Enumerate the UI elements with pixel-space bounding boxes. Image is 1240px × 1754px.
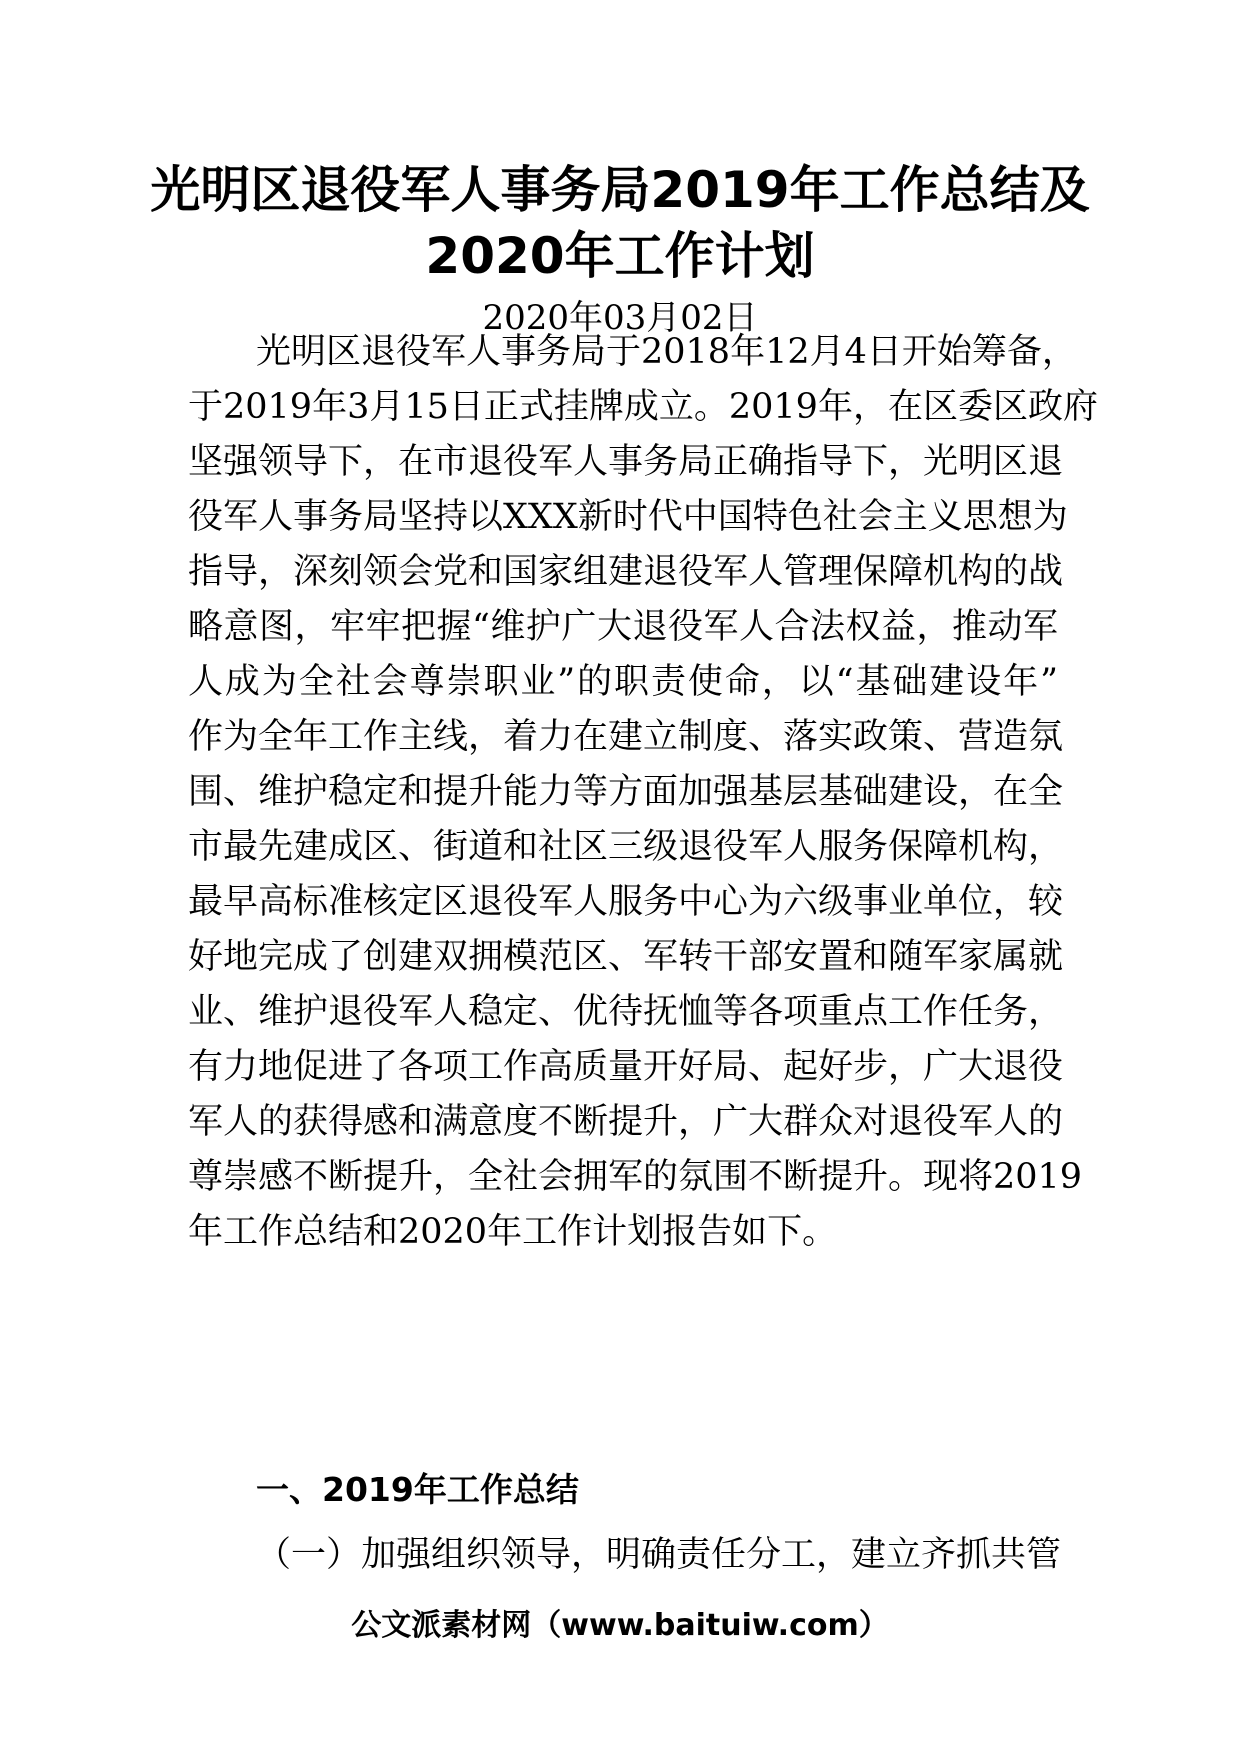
- paragraph-line: 有力地促进了各项工作高质量开好局、起好步，广大退役: [188, 1047, 1064, 1087]
- paragraph-line: 尊崇感不断提升，全社会拥军的氛围不断提升。现将2019: [188, 1157, 1083, 1197]
- paragraph-line: 围、维护稳定和提升能力等方面加强基层基础建设，在全: [188, 772, 1064, 812]
- paragraph-line: 略意图，牢牢把握“维护广大退役军人合法权益，推动军: [188, 607, 1058, 647]
- document-title-line-2: 2020年工作计划: [425, 227, 815, 285]
- paragraph-line: 市最先建成区、街道和社区三级退役军人服务保障机构，: [188, 827, 1064, 867]
- paragraph-line: 人成为全社会尊崇职业”的职责使命，以“基础建设年”: [188, 662, 1058, 702]
- paragraph-line: 作为全年工作主线，着力在建立制度、落实政策、营造氛: [188, 717, 1064, 757]
- paragraph-line: 业、维护退役军人稳定、优待抚恤等各项重点工作任务，: [188, 992, 1064, 1032]
- paragraph-line: 坚强领导下，在市退役军人事务局正确指导下，光明区退: [188, 442, 1064, 482]
- document-title-line-1: 光明区退役军人事务局2019年工作总结及: [150, 161, 1090, 219]
- document-date: 2020年03月02日: [482, 298, 758, 338]
- paragraph-line: 役军人事务局坚持以XXX新时代中国特色社会主义思想为: [188, 497, 1068, 537]
- paragraph-line: 指导，深刻领会党和国家组建退役军人管理保障机构的战: [188, 552, 1064, 592]
- section-heading: 一、2019年工作总结: [256, 1470, 579, 1509]
- footer-watermark: 公文派素材网（www.baituiw.com）: [351, 1608, 889, 1643]
- paragraph-line: 好地完成了创建双拥模范区、军转干部安置和随军家属就: [188, 937, 1064, 977]
- paragraph-line: 于2019年3月15日正式挂牌成立。2019年，在区委区政府: [188, 387, 1098, 427]
- paragraph-line: 年工作总结和2020年工作计划报告如下。: [188, 1212, 838, 1252]
- paragraph-line: 最早高标准核定区退役军人服务中心为六级事业单位，较: [188, 882, 1064, 922]
- subsection-heading: （一）加强组织领导，明确责任分工，建立齐抓共管: [256, 1535, 1062, 1575]
- paragraph-line: 军人的获得感和满意度不断提升，广大群众对退役军人的: [188, 1102, 1064, 1142]
- paragraph-line: 光明区退役军人事务局于2018年12月4日开始筹备，: [256, 332, 1077, 372]
